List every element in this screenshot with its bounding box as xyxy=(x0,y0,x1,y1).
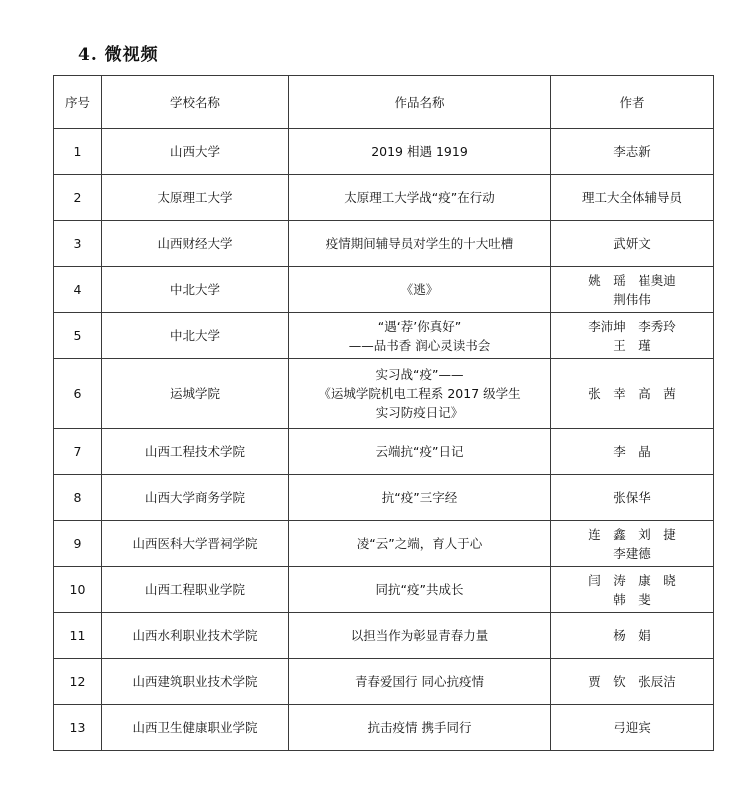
author-line: 荆伟伟 xyxy=(613,291,651,307)
cell-author xyxy=(551,175,714,221)
header-no: 序号 xyxy=(54,76,102,129)
work-title-line: 《逃》 xyxy=(400,282,439,297)
work-title-line: 2019 相遇 1919 xyxy=(371,144,468,159)
author-line: 张 幸 高 茜 xyxy=(588,386,676,401)
work-title-line: 青春爱国行 同心抗疫情 xyxy=(355,674,484,689)
cell-work xyxy=(289,475,551,521)
table-row xyxy=(54,475,714,521)
cell-school: 山西水利职业技术学院 xyxy=(102,613,289,659)
cell-no: 1 xyxy=(54,129,102,175)
work-title-line: 实习战“疫”—— xyxy=(375,367,464,382)
cell-author xyxy=(551,567,714,613)
cell-no: 2 xyxy=(54,175,102,221)
work-title-line: 实习防疫日记》 xyxy=(375,405,464,420)
cell-no: 10 xyxy=(54,567,102,613)
cell-author xyxy=(551,475,714,521)
cell-work xyxy=(289,221,551,267)
author-line: 韩 斐 xyxy=(613,591,651,607)
cell-author xyxy=(551,705,714,751)
table-row xyxy=(54,613,714,659)
author-line: 武妍文 xyxy=(613,236,651,251)
table-row xyxy=(54,521,714,567)
cell-no: 6 xyxy=(54,359,102,429)
author-line: 张保华 xyxy=(613,490,651,505)
header-work: 作品名称 xyxy=(289,76,551,129)
work-title-line: 抗“疫”三字经 xyxy=(381,490,458,505)
cell-work xyxy=(289,705,551,751)
cell-author xyxy=(551,313,714,359)
cell-work xyxy=(289,521,551,567)
cell-work xyxy=(289,313,551,359)
table-row xyxy=(54,705,714,751)
author-line: 弓迎宾 xyxy=(613,720,651,735)
cell-author xyxy=(551,359,714,429)
header-school: 学校名称 xyxy=(102,76,289,129)
cell-school: 山西工程职业学院 xyxy=(102,567,289,613)
author-line: 李沛坤 李秀玲 xyxy=(588,318,676,334)
cell-author xyxy=(551,221,714,267)
author-line: 姚 瑶 崔奥迪 xyxy=(588,272,676,288)
cell-work xyxy=(289,613,551,659)
cell-author xyxy=(551,521,714,567)
cell-author xyxy=(551,613,714,659)
work-title-line: “遇‘荐’你真好” xyxy=(377,318,462,334)
cell-school: 山西建筑职业技术学院 xyxy=(102,659,289,705)
cell-school: 山西大学 xyxy=(102,129,289,175)
cell-author xyxy=(551,659,714,705)
cell-no: 3 xyxy=(54,221,102,267)
cell-author xyxy=(551,267,714,313)
author-line: 理工大全体辅导员 xyxy=(581,190,682,205)
cell-no: 5 xyxy=(54,313,102,359)
table-row xyxy=(54,221,714,267)
cell-work xyxy=(289,129,551,175)
cell-school: 太原理工大学 xyxy=(102,175,289,221)
table-row xyxy=(54,267,714,313)
cell-work xyxy=(289,567,551,613)
cell-no: 12 xyxy=(54,659,102,705)
cell-school: 运城学院 xyxy=(102,359,289,429)
work-title-line: 抗击疫情 携手同行 xyxy=(367,720,472,735)
cell-school: 山西财经大学 xyxy=(102,221,289,267)
table-row xyxy=(54,129,714,175)
author-line: 李 晶 xyxy=(613,444,651,459)
work-title-line: 太原理工大学战“疫”在行动 xyxy=(344,190,495,205)
cell-school: 山西大学商务学院 xyxy=(102,475,289,521)
table-row xyxy=(54,429,714,475)
cell-no: 4 xyxy=(54,267,102,313)
section-title: 4. 微视频 xyxy=(78,45,159,65)
author-line: 李志新 xyxy=(613,144,651,159)
table-row xyxy=(54,659,714,705)
work-title-line: 同抗“疫”共成长 xyxy=(375,582,464,597)
cell-no: 8 xyxy=(54,475,102,521)
author-line: 贾 钦 张辰洁 xyxy=(588,674,676,689)
author-line: 王 瑾 xyxy=(613,337,651,353)
cell-school: 山西卫生健康职业学院 xyxy=(102,705,289,751)
table-row xyxy=(54,175,714,221)
table-row xyxy=(54,313,714,359)
table-row xyxy=(54,567,714,613)
cell-school: 山西工程技术学院 xyxy=(102,429,289,475)
work-title-line: 《运城学院机电工程系 2017 级学生 xyxy=(318,386,521,401)
work-title-line: 云端抗“疫”日记 xyxy=(375,444,464,459)
cell-no: 13 xyxy=(54,705,102,751)
cell-work xyxy=(289,359,551,429)
author-line: 李建德 xyxy=(613,545,651,561)
work-title-line: 凌“云”之端，育人于心 xyxy=(356,536,483,551)
cell-work xyxy=(289,659,551,705)
work-title-line: 疫情期间辅导员对学生的十大吐槽 xyxy=(325,236,514,251)
cell-no: 7 xyxy=(54,429,102,475)
table-row xyxy=(54,359,714,429)
cell-school: 山西医科大学晋祠学院 xyxy=(102,521,289,567)
header-author: 作者 xyxy=(551,76,714,129)
award-table xyxy=(53,75,714,751)
cell-school: 中北大学 xyxy=(102,267,289,313)
table-header-row xyxy=(54,76,714,129)
cell-no: 11 xyxy=(54,613,102,659)
cell-author xyxy=(551,129,714,175)
cell-work xyxy=(289,175,551,221)
author-line: 闫 涛 康 晓 xyxy=(588,572,676,588)
cell-author xyxy=(551,429,714,475)
cell-work xyxy=(289,429,551,475)
work-title-line: 以担当作为彰显青春力量 xyxy=(350,628,489,643)
cell-work xyxy=(289,267,551,313)
cell-no: 9 xyxy=(54,521,102,567)
author-line: 连 鑫 刘 捷 xyxy=(588,526,676,542)
work-title-line: ——品书香 润心灵读书会 xyxy=(348,337,491,353)
author-line: 杨 娟 xyxy=(613,628,651,643)
cell-school: 中北大学 xyxy=(102,313,289,359)
